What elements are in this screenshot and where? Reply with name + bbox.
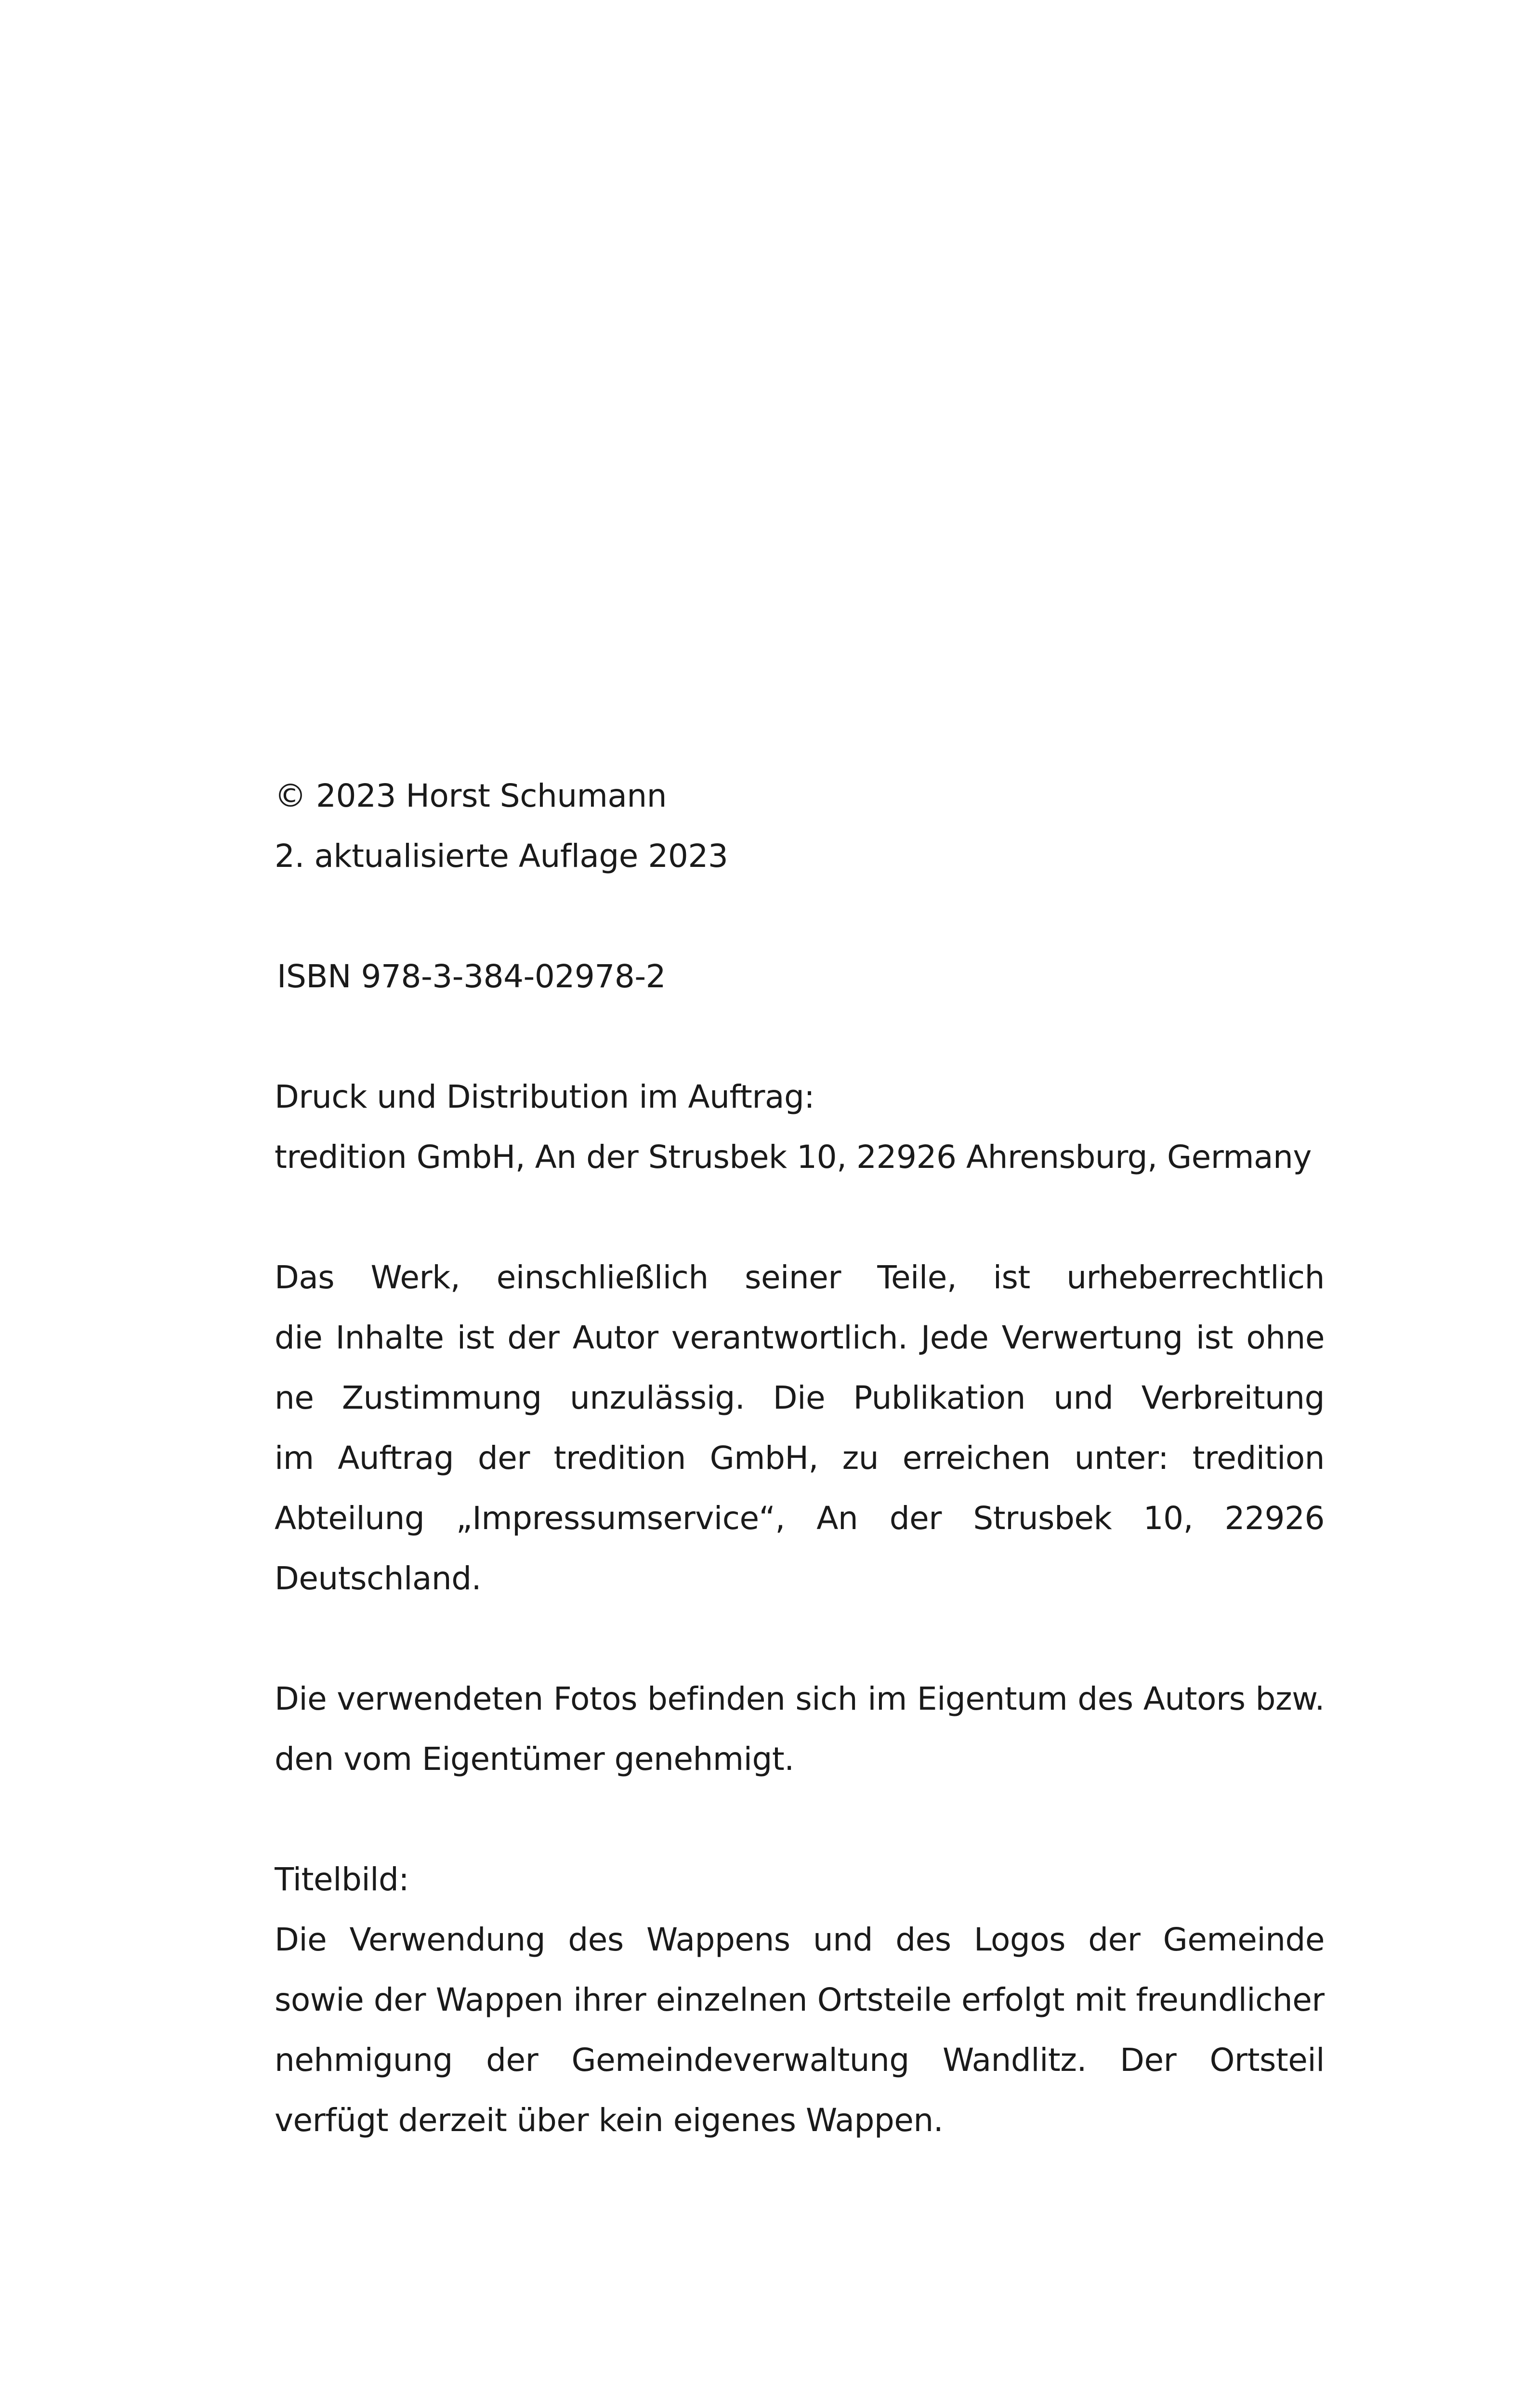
copyright-line: © 2023 Horst Schumann: [275, 777, 667, 814]
paragraph-line: Deutschland.: [275, 1560, 482, 1597]
paragraph-line: ne Zustimmung unzulässig. Die Publikation und Verbreitung: [275, 1379, 1325, 1416]
photo-credits-paragraph: [275, 1669, 1325, 1789]
cover-image-credits: [275, 1849, 1325, 2150]
paragraph-line: nehmigung der Gemeindeverwaltung Wandlitz. Der Ortsteil: [275, 2042, 1325, 2079]
copyright-notice-paragraph: [275, 1247, 1325, 1609]
paragraph-line: sowie der Wappen ihrer einzelnen Ortsteile erfolgt mit freundlicher: [275, 1981, 1325, 2018]
paragraph-line: Abteilung „Impressumservice“, An der Strusbek 10, 22926: [275, 1500, 1325, 1537]
publisher-address: tredition GmbH, An der Strusbek 10, 22926 Ahrensburg, Germany: [275, 1139, 1312, 1176]
isbn-line: ISBN 978-3-384-02978-2: [277, 958, 666, 995]
paragraph-line: Die verwendeten Fotos befinden sich im Eigentum des Autors bzw.: [275, 1680, 1325, 1717]
isbn-block: [277, 946, 1327, 1007]
edition-line: 2. aktualisierte Auflage 2023: [275, 838, 728, 875]
cover-heading: Titelbild:: [275, 1861, 409, 1898]
print-distribution-heading: Druck und Distribution im Auftrag:: [275, 1078, 815, 1115]
paragraph-line: die Inhalte ist der Autor verantwortlich. Jede Verwertung ist ohne: [275, 1319, 1325, 1356]
paragraph-line: im Auftrag der tredition GmbH, zu erreichen unter: tredition: [275, 1440, 1325, 1477]
print-distribution-block: [275, 1067, 1325, 1187]
paragraph-line: den vom Eigentümer genehmigt.: [275, 1741, 794, 1778]
paragraph-line: Die Verwendung des Wappens und des Logos der Gemeinde: [275, 1921, 1325, 1958]
paragraph-line: Das Werk, einschließlich seiner Teile, ist urheberrechtlich: [275, 1259, 1325, 1296]
paragraph-line: verfügt derzeit über kein eigenes Wappen.: [275, 2102, 944, 2139]
copyright-block: [275, 766, 1325, 886]
